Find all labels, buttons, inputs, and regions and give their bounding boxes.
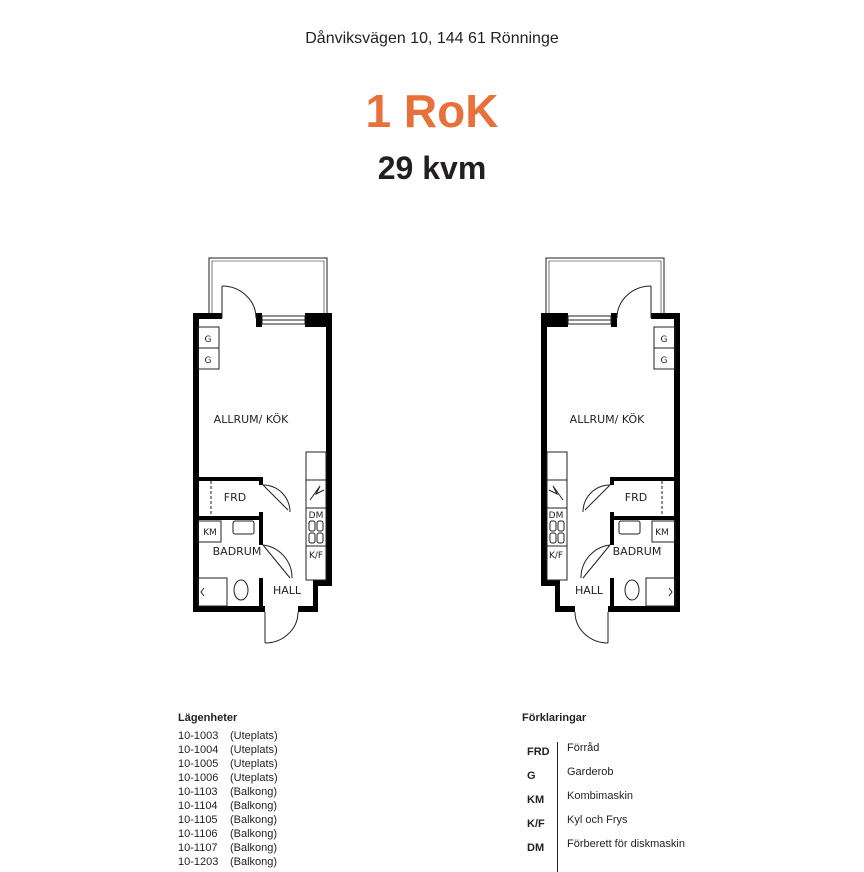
legend-item bbox=[527, 790, 827, 814]
legend-abbr: KM bbox=[527, 794, 545, 806]
legend-item bbox=[527, 742, 827, 766]
wardrobe-label: G bbox=[660, 356, 668, 366]
room-label-living: ALLRUM/ KÖK bbox=[569, 413, 645, 426]
wardrobe-label: G bbox=[204, 356, 212, 366]
wardrobe-label: G bbox=[660, 335, 668, 345]
fridge-label: K/F bbox=[308, 551, 324, 561]
apartment-outdoor-type: (Balkong) bbox=[230, 842, 278, 854]
legend-item bbox=[527, 838, 827, 862]
apartment-outdoor-type: (Balkong) bbox=[230, 828, 278, 840]
legend-title: Förklaringar bbox=[522, 712, 587, 724]
legend-desc: Förråd bbox=[567, 742, 600, 754]
apartment-item bbox=[178, 743, 278, 757]
dishwasher-label: DM bbox=[548, 511, 564, 521]
legend-abbr: G bbox=[527, 770, 536, 782]
apartment-item bbox=[178, 757, 278, 771]
floor-plan-left bbox=[193, 258, 332, 643]
legend-abbr: K/F bbox=[527, 818, 545, 830]
washer-label: KM bbox=[655, 528, 669, 538]
apartment-id: 10-1106 bbox=[178, 828, 218, 840]
legend-abbr: DM bbox=[527, 842, 545, 854]
room-label-bath: BADRUM bbox=[612, 545, 662, 558]
wardrobe-label: G bbox=[204, 335, 212, 345]
fridge-label: K/F bbox=[548, 551, 564, 561]
room-label-storage: FRD bbox=[223, 491, 247, 504]
apartment-id: 10-1005 bbox=[178, 758, 219, 770]
apartment-item bbox=[178, 771, 278, 785]
apartment-item bbox=[178, 785, 278, 799]
apartment-id: 10-1105 bbox=[178, 814, 218, 826]
apartment-item bbox=[178, 729, 278, 743]
legend-item bbox=[527, 766, 827, 790]
legend-desc: Kombimaskin bbox=[567, 790, 634, 802]
room-label-storage: FRD bbox=[624, 491, 648, 504]
dishwasher-label: DM bbox=[308, 511, 324, 521]
room-label-hall: HALL bbox=[272, 584, 302, 597]
washer-label: KM bbox=[203, 528, 217, 538]
apartment-id: 10-1107 bbox=[178, 842, 218, 854]
legend-item bbox=[527, 814, 827, 838]
address: Dånviksvägen 10, 144 61 Rönninge bbox=[305, 30, 559, 47]
apartment-id: 10-1104 bbox=[178, 800, 218, 812]
apartment-outdoor-type: (Balkong) bbox=[230, 856, 278, 868]
legend-desc: Garderob bbox=[567, 766, 614, 778]
apartment-outdoor-type: (Uteplats) bbox=[230, 730, 278, 742]
apartment-item bbox=[178, 827, 278, 841]
apartment-list bbox=[178, 712, 278, 869]
floor-plan-right bbox=[541, 258, 680, 643]
apartment-outdoor-type: (Balkong) bbox=[230, 786, 278, 798]
apartment-id: 10-1006 bbox=[178, 772, 219, 784]
room-label-bath: BADRUM bbox=[212, 545, 262, 558]
legend bbox=[522, 712, 685, 854]
apartment-type: 1 RoK bbox=[365, 85, 499, 137]
apartment-outdoor-type: (Uteplats) bbox=[230, 772, 278, 784]
room-label-living: ALLRUM/ KÖK bbox=[213, 413, 289, 426]
apartment-outdoor-type: (Uteplats) bbox=[230, 744, 278, 756]
apartment-item bbox=[178, 799, 278, 813]
legend-desc: Kyl och Frys bbox=[567, 814, 628, 826]
apartment-item bbox=[178, 841, 278, 855]
apartment-id: 10-1103 bbox=[178, 786, 218, 798]
apartment-item bbox=[178, 855, 278, 869]
legend-desc: Förberett för diskmaskin bbox=[567, 838, 685, 850]
apartment-outdoor-type: (Balkong) bbox=[230, 814, 278, 826]
apartment-area: 29 kvm bbox=[377, 150, 487, 186]
apartment-item bbox=[178, 813, 278, 827]
legend-abbr: FRD bbox=[527, 746, 550, 758]
apartment-id: 10-1203 bbox=[178, 856, 219, 868]
apartment-outdoor-type: (Uteplats) bbox=[230, 758, 278, 770]
apartment-outdoor-type: (Balkong) bbox=[230, 800, 278, 812]
apartment-id: 10-1003 bbox=[178, 730, 219, 742]
apartment-list-title: Lägenheter bbox=[178, 712, 238, 724]
room-label-hall: HALL bbox=[574, 584, 604, 597]
apartment-id: 10-1004 bbox=[178, 744, 219, 756]
